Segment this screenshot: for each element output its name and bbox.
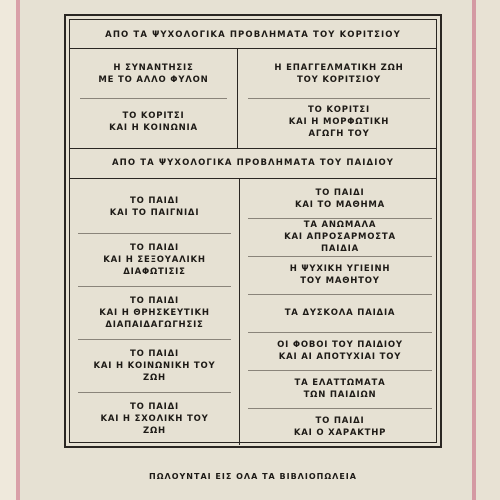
right-red-border bbox=[472, 0, 476, 500]
footer-note: ΠΩΛΟΥΝΤΑΙ ΕΙΣ ΟΛΑ ΤΑ ΒΙΒΛΙΟΠΩΛΕΙΑ bbox=[149, 472, 357, 481]
child-left-title-3-line-2: ΚΑΙ Η ΘΡΗΣΚΕΥΤΙΚΗ bbox=[99, 307, 210, 318]
child-right-title-7-line-2: ΚΑΙ Ο ΧΑΡΑΚΤΗΡ bbox=[293, 428, 387, 438]
section-girl-rule bbox=[70, 48, 436, 49]
section-child-rule bbox=[70, 178, 436, 179]
girl-left-title-2 bbox=[70, 98, 237, 146]
girl-right-title-2 bbox=[238, 98, 440, 146]
child-right-title-1-line-1: ΤΟ ΠΑΙΔΙ bbox=[315, 188, 365, 198]
child-left-title-4 bbox=[70, 339, 239, 392]
girl-right-title-2-line-1: ΤΟ ΚΟΡΙΤΣΙ bbox=[308, 105, 370, 115]
child-right-title-7-line-1: ΤΟ ΠΑΙΔΙ bbox=[315, 416, 365, 426]
girl-left-title-2-line-2: ΚΑΙ Η ΚΟΙΝΩΝΙΑ bbox=[109, 123, 198, 133]
girl-left-title-1 bbox=[70, 50, 237, 98]
child-left-title-1-line-2: ΚΑΙ ΤΟ ΠΑΙΓΝΙΔΙ bbox=[109, 207, 200, 218]
child-right-title-3-line-1: Η ΨΥΧΙΚΗ ΥΓΙΕΙΝΗ bbox=[289, 264, 391, 274]
girl-right-title-1-line-2: ΤΟΥ ΚΟΡΙΤΣΙΟΥ bbox=[297, 75, 381, 85]
child-right-title-2-line-2: ΚΑΙ ΑΠΡΟΣΑΡΜΟΣΤΑ bbox=[284, 232, 396, 242]
child-right-title-5-line-2: ΚΑΙ ΑΙ ΑΠΟΤΥΧΙΑΙ ΤΟΥ bbox=[278, 352, 402, 362]
girl-right-title-1-line-1: Η ΕΠΑΓΓΕΛΜΑΤΙΚΗ ΖΩΗ bbox=[274, 63, 404, 73]
child-right-title-5 bbox=[240, 332, 440, 370]
section-child-title: ΑΠΟ ΤΑ ΨΥΧΟΛΟΓΙΚΑ ΠΡΟΒΛΗΜΑΤΑ ΤΟΥ ΠΑΙΔΙΟΥ bbox=[111, 158, 395, 168]
child-right-title-2-line-3: ΠΑΙΔΙΑ bbox=[321, 244, 359, 254]
book-list-frame bbox=[64, 14, 442, 448]
child-left-title-2-line-2: ΚΑΙ Η ΣΕΞΟΥΑΛΙΚΗ bbox=[103, 254, 206, 265]
child-right-title-4-line-1: ΤΑ ΔΥΣΚΟΛΑ ΠΑΙΔΙΑ bbox=[284, 308, 396, 318]
child-left-title-1 bbox=[70, 180, 239, 233]
child-right-title-6-line-1: ΤΑ ΕΛΑΤΤΩΜΑΤΑ bbox=[294, 378, 386, 388]
girl-left-title-2-line-1: ΤΟ ΚΟΡΙΤΣΙ bbox=[122, 111, 185, 121]
girl-right-title-2-line-2: ΚΑΙ Η ΜΟΡΦΩΤΙΚΗ bbox=[288, 117, 390, 127]
child-right-title-7 bbox=[240, 408, 440, 446]
child-right-title-2 bbox=[240, 218, 440, 256]
child-left-title-3-line-3: ΔΙΑΠΑΙΔΑΓΩΓΗΣΙΣ bbox=[105, 319, 204, 330]
child-left-title-5 bbox=[70, 392, 239, 445]
child-left-title-5-line-3: ΖΩΗ bbox=[143, 425, 166, 436]
left-red-border bbox=[16, 0, 20, 500]
child-right-title-3-line-2: ΤΟΥ ΜΑΘΗΤΟΥ bbox=[300, 276, 380, 286]
child-left-title-2-line-1: ΤΟ ΠΑΙΔΙ bbox=[130, 242, 179, 253]
child-left-title-4-line-1: ΤΟ ΠΑΙΔΙ bbox=[130, 348, 179, 359]
girl-left-title-1-line-1: Η ΣΥΝΑΝΤΗΣΙΣ bbox=[113, 63, 194, 73]
section-girl-title: ΑΠΟ ΤΑ ΨΥΧΟΛΟΓΙΚΑ ΠΡΟΒΛΗΜΑΤΑ ΤΟΥ ΚΟΡΙΤΣΙΟΥ bbox=[105, 30, 401, 40]
child-left-title-4-line-2: ΚΑΙ Η ΚΟΙΝΩΝΙΚΗ ΤΟΥ bbox=[93, 360, 216, 371]
girl-right-title-2-line-3: ΑΓΩΓΗ ΤΟΥ bbox=[308, 129, 370, 139]
page-right-edge bbox=[472, 0, 500, 500]
section-divider-rule bbox=[70, 148, 436, 149]
child-right-title-2-line-1: ΤΑ ΑΝΩΜΑΛΑ bbox=[303, 220, 377, 230]
child-right-title-6-line-2: ΤΩΝ ΠΑΙΔΙΩΝ bbox=[303, 390, 377, 400]
book-list-inner bbox=[69, 19, 437, 443]
child-right-title-6 bbox=[240, 370, 440, 408]
child-right-title-4 bbox=[240, 294, 440, 332]
child-left-title-5-line-1: ΤΟ ΠΑΙΔΙ bbox=[130, 401, 179, 412]
girl-right-title-1 bbox=[238, 50, 440, 98]
child-left-title-2 bbox=[70, 233, 239, 286]
girl-left-title-1-line-2: ΜΕ ΤΟ ΑΛΛΟ ΦΥΛΟΝ bbox=[98, 75, 209, 85]
child-right-title-3 bbox=[240, 256, 440, 294]
child-left-title-4-line-3: ΖΩΗ bbox=[143, 372, 166, 383]
child-left-title-3 bbox=[70, 286, 239, 339]
child-left-title-1-line-1: ΤΟ ΠΑΙΔΙ bbox=[130, 195, 179, 206]
child-left-title-2-line-3: ΔΙΑΦΩΤΙΣΙΣ bbox=[123, 266, 186, 277]
page-left-edge bbox=[0, 0, 16, 500]
child-right-title-1 bbox=[240, 180, 440, 218]
child-left-title-5-line-2: ΚΑΙ Η ΣΧΟΛΙΚΗ ΤΟΥ bbox=[100, 413, 209, 424]
child-right-title-5-line-1: ΟΙ ΦΟΒΟΙ ΤΟΥ ΠΑΙΔΙΟΥ bbox=[277, 340, 403, 350]
child-right-title-1-line-2: ΚΑΙ ΤΟ ΜΑΘΗΜΑ bbox=[294, 200, 386, 210]
child-left-title-3-line-1: ΤΟ ΠΑΙΔΙ bbox=[130, 295, 179, 306]
